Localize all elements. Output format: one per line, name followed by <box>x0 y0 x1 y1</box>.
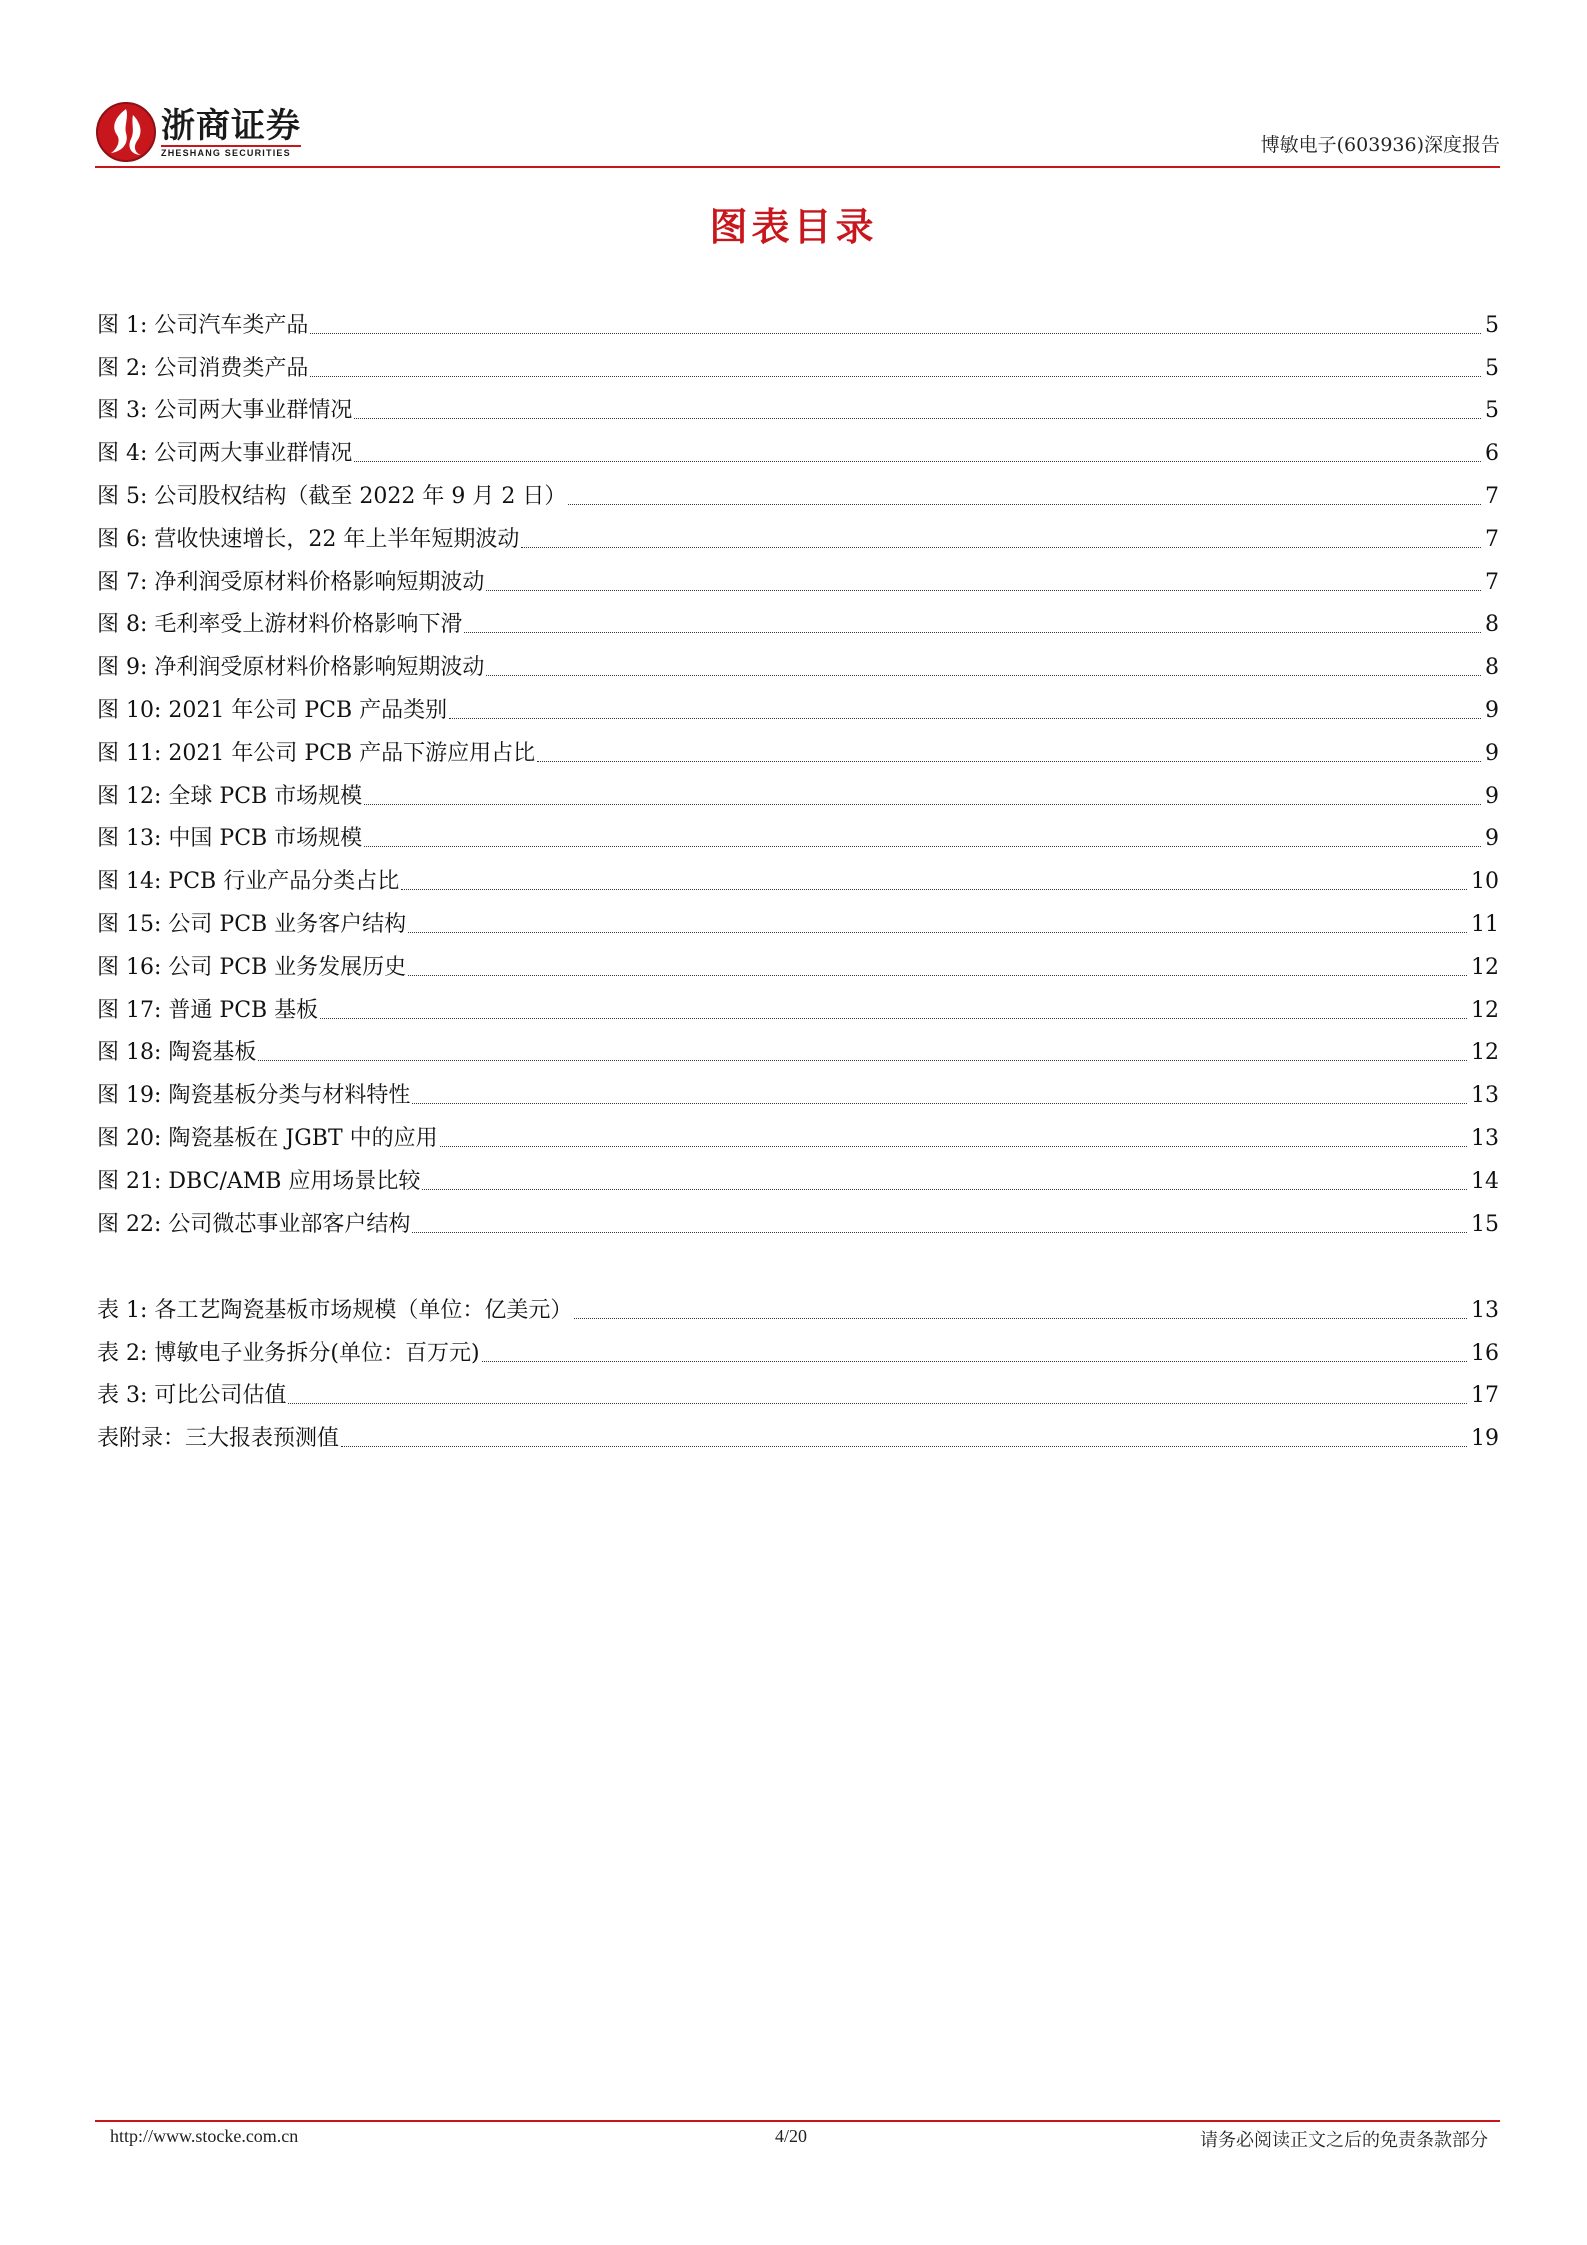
toc-figure-entry[interactable] <box>97 812 1499 855</box>
logo-english-text: ZHESHANG SECURITIES <box>161 145 301 158</box>
toc-figure-entry-label[interactable]: 图 14: PCB 行业产品分类占比 <box>97 867 401 897</box>
toc-figure-entry[interactable] <box>97 426 1499 469</box>
toc-table-entry-label[interactable]: 表附录：三大报表预测值 <box>97 1424 341 1454</box>
toc-table-entry-label[interactable]: 表 3: 可比公司估值 <box>97 1381 288 1411</box>
toc-figure-entry-page-number[interactable]: 5 <box>1485 312 1499 338</box>
toc-figure-entry-page-number[interactable]: 10 <box>1471 869 1499 895</box>
toc-table-entry-page-number[interactable]: 17 <box>1471 1383 1499 1409</box>
toc-figure-entry-page-number[interactable]: 9 <box>1485 740 1499 766</box>
dot-leader <box>320 1018 1467 1019</box>
toc-table-entry[interactable] <box>97 1283 1499 1326</box>
report-title: 博敏电子(603936)深度报告 <box>1260 134 1500 156</box>
toc-figure-entry[interactable] <box>97 683 1499 726</box>
dot-leader <box>486 590 1481 591</box>
toc-figure-entry-label[interactable]: 图 2: 公司消费类产品 <box>97 354 310 384</box>
toc-figure-entry-label[interactable]: 图 10: 2021 年公司 PCB 产品类别 <box>97 696 449 726</box>
toc-figure-entry-label[interactable]: 图 6: 营收快速增长，22 年上半年短期波动 <box>97 525 521 555</box>
dot-leader <box>422 1189 1467 1190</box>
toc-figure-entry[interactable] <box>97 897 1499 940</box>
toc-figure-entry[interactable] <box>97 983 1499 1026</box>
toc-figure-entry-label[interactable]: 图 21: DBC/AMB 应用场景比较 <box>97 1167 422 1197</box>
dot-leader <box>364 804 1481 805</box>
page-footer <box>110 2126 1488 2156</box>
dot-leader <box>288 1403 1467 1404</box>
toc-figure-entry-page-number[interactable]: 6 <box>1485 441 1499 467</box>
page-number: 4/20 <box>775 2126 808 2146</box>
toc-figure-entry-label[interactable]: 图 3: 公司两大事业群情况 <box>97 396 354 426</box>
toc-figure-entry-page-number[interactable]: 9 <box>1485 697 1499 723</box>
dot-leader <box>412 1103 1467 1104</box>
toc-figure-entry-label[interactable]: 图 22: 公司微芯事业部客户结构 <box>97 1210 412 1240</box>
toc-figure-entry-label[interactable]: 图 5: 公司股权结构（截至 2022 年 9 月 2 日） <box>97 482 568 512</box>
toc-figure-entry-page-number[interactable]: 7 <box>1485 483 1499 509</box>
toc-figure-entry[interactable] <box>97 598 1499 641</box>
toc-figure-entry-label[interactable]: 图 20: 陶瓷基板在 JGBT 中的应用 <box>97 1124 440 1154</box>
toc-figure-entry-label[interactable]: 图 1: 公司汽车类产品 <box>97 311 310 341</box>
toc-figure-entry-label[interactable]: 图 12: 全球 PCB 市场规模 <box>97 782 364 812</box>
toc-figure-entry[interactable] <box>97 726 1499 769</box>
dot-leader <box>440 1146 1467 1147</box>
toc-table-entry[interactable] <box>97 1411 1499 1454</box>
dot-leader <box>258 1060 1467 1061</box>
dot-leader <box>364 846 1481 847</box>
dot-leader <box>412 1232 1467 1233</box>
header-divider <box>95 166 1500 168</box>
dot-leader <box>568 504 1481 505</box>
toc-figure-entry[interactable] <box>97 384 1499 427</box>
dot-leader <box>486 675 1481 676</box>
dot-leader <box>537 761 1481 762</box>
toc-figure-entry-page-number[interactable]: 7 <box>1485 569 1499 595</box>
dot-leader <box>482 1361 1467 1362</box>
toc-figure-entry[interactable] <box>97 298 1499 341</box>
dot-leader <box>401 889 1467 890</box>
toc-figure-entry[interactable] <box>97 555 1499 598</box>
disclaimer-text: 请务必阅读正文之后的免责条款部分 <box>1200 2130 1488 2151</box>
toc-table-entry-page-number[interactable]: 13 <box>1471 1297 1499 1323</box>
toc-figure-entry[interactable] <box>97 1026 1499 1069</box>
dot-leader <box>408 932 1467 933</box>
figure-list <box>97 298 1499 1240</box>
toc-figure-entry[interactable] <box>97 469 1499 512</box>
footer-divider <box>95 2120 1500 2122</box>
toc-table-entry-label[interactable]: 表 2: 博敏电子业务拆分(单位：百万元) <box>97 1339 482 1369</box>
toc-figure-entry-page-number[interactable]: 12 <box>1471 1040 1499 1066</box>
footer-url-link[interactable]: http://www.stocke.com.cn <box>110 2126 299 2146</box>
dot-leader <box>408 975 1467 976</box>
toc-figure-entry-page-number[interactable]: 14 <box>1471 1168 1499 1194</box>
dot-leader <box>341 1446 1467 1447</box>
toc-table-entry-page-number[interactable]: 19 <box>1471 1426 1499 1452</box>
toc-figure-entry-page-number[interactable]: 8 <box>1485 655 1499 681</box>
toc-figure-entry-page-number[interactable]: 7 <box>1485 526 1499 552</box>
toc-figure-entry-page-number[interactable]: 9 <box>1485 826 1499 852</box>
toc-figure-entry[interactable] <box>97 1111 1499 1154</box>
toc-figure-entry-page-number[interactable]: 13 <box>1471 1083 1499 1109</box>
toc-figure-entry-page-number[interactable]: 5 <box>1485 355 1499 381</box>
dot-leader <box>521 547 1481 548</box>
toc-figure-entry-label[interactable]: 图 4: 公司两大事业群情况 <box>97 439 354 469</box>
logo-chinese-text: 浙商证券 <box>161 105 301 146</box>
toc-figure-entry-page-number[interactable]: 8 <box>1485 612 1499 638</box>
toc-figure-entry-label[interactable]: 图 19: 陶瓷基板分类与材料特性 <box>97 1081 412 1111</box>
toc-table-entry[interactable] <box>97 1326 1499 1369</box>
toc-figure-entry-page-number[interactable]: 13 <box>1471 1125 1499 1151</box>
dot-leader <box>574 1318 1467 1319</box>
toc-figure-entry-page-number[interactable]: 15 <box>1471 1211 1499 1237</box>
toc-figure-entry-label[interactable]: 图 16: 公司 PCB 业务发展历史 <box>97 953 408 983</box>
toc-figure-entry-page-number[interactable]: 5 <box>1485 398 1499 424</box>
toc-table-entry-label[interactable]: 表 1: 各工艺陶瓷基板市场规模（单位：亿美元） <box>97 1296 574 1326</box>
toc-figure-entry[interactable] <box>97 512 1499 555</box>
toc-figure-entry[interactable] <box>97 640 1499 683</box>
toc-figure-entry[interactable] <box>97 1068 1499 1111</box>
toc-figure-entry[interactable] <box>97 940 1499 983</box>
toc-figure-entry-label[interactable]: 图 18: 陶瓷基板 <box>97 1038 258 1068</box>
toc-figure-entry[interactable] <box>97 1197 1499 1240</box>
toc-figure-entry-page-number[interactable]: 12 <box>1471 997 1499 1023</box>
page-header <box>95 90 1500 170</box>
toc-figure-entry[interactable] <box>97 341 1499 384</box>
toc-figure-entry-page-number[interactable]: 9 <box>1485 783 1499 809</box>
toc-figure-entry[interactable] <box>97 854 1499 897</box>
table-list <box>97 1283 1499 1454</box>
dot-leader <box>354 418 1481 419</box>
toc-figure-entry-page-number[interactable]: 11 <box>1471 911 1499 937</box>
dot-leader <box>310 333 1481 334</box>
page-title: 图表目录 <box>709 205 878 249</box>
dot-leader <box>310 376 1481 377</box>
toc-figure-entry[interactable] <box>97 769 1499 812</box>
zheshang-logo-icon <box>95 101 157 163</box>
toc-figure-entry-label[interactable]: 图 13: 中国 PCB 市场规模 <box>97 824 364 854</box>
toc-figure-entry-label[interactable]: 图 17: 普通 PCB 基板 <box>97 996 320 1026</box>
toc-figure-entry-page-number[interactable]: 12 <box>1471 954 1499 980</box>
toc-figure-entry-label[interactable]: 图 7: 净利润受原材料价格影响短期波动 <box>97 568 486 598</box>
toc-figure-entry-label[interactable]: 图 11: 2021 年公司 PCB 产品下游应用占比 <box>97 739 537 769</box>
toc-figure-entry-label[interactable]: 图 8: 毛利率受上游材料价格影响下滑 <box>97 610 464 640</box>
dot-leader <box>449 718 1481 719</box>
dot-leader <box>464 632 1481 633</box>
toc-table-entry-page-number[interactable]: 16 <box>1471 1340 1499 1366</box>
toc-figure-entry-label[interactable]: 图 15: 公司 PCB 业务客户结构 <box>97 910 408 940</box>
toc-figure-entry[interactable] <box>97 1154 1499 1197</box>
toc-table-entry[interactable] <box>97 1369 1499 1412</box>
dot-leader <box>354 461 1481 462</box>
toc-figure-entry-label[interactable]: 图 9: 净利润受原材料价格影响短期波动 <box>97 653 486 683</box>
company-logo <box>95 104 301 160</box>
